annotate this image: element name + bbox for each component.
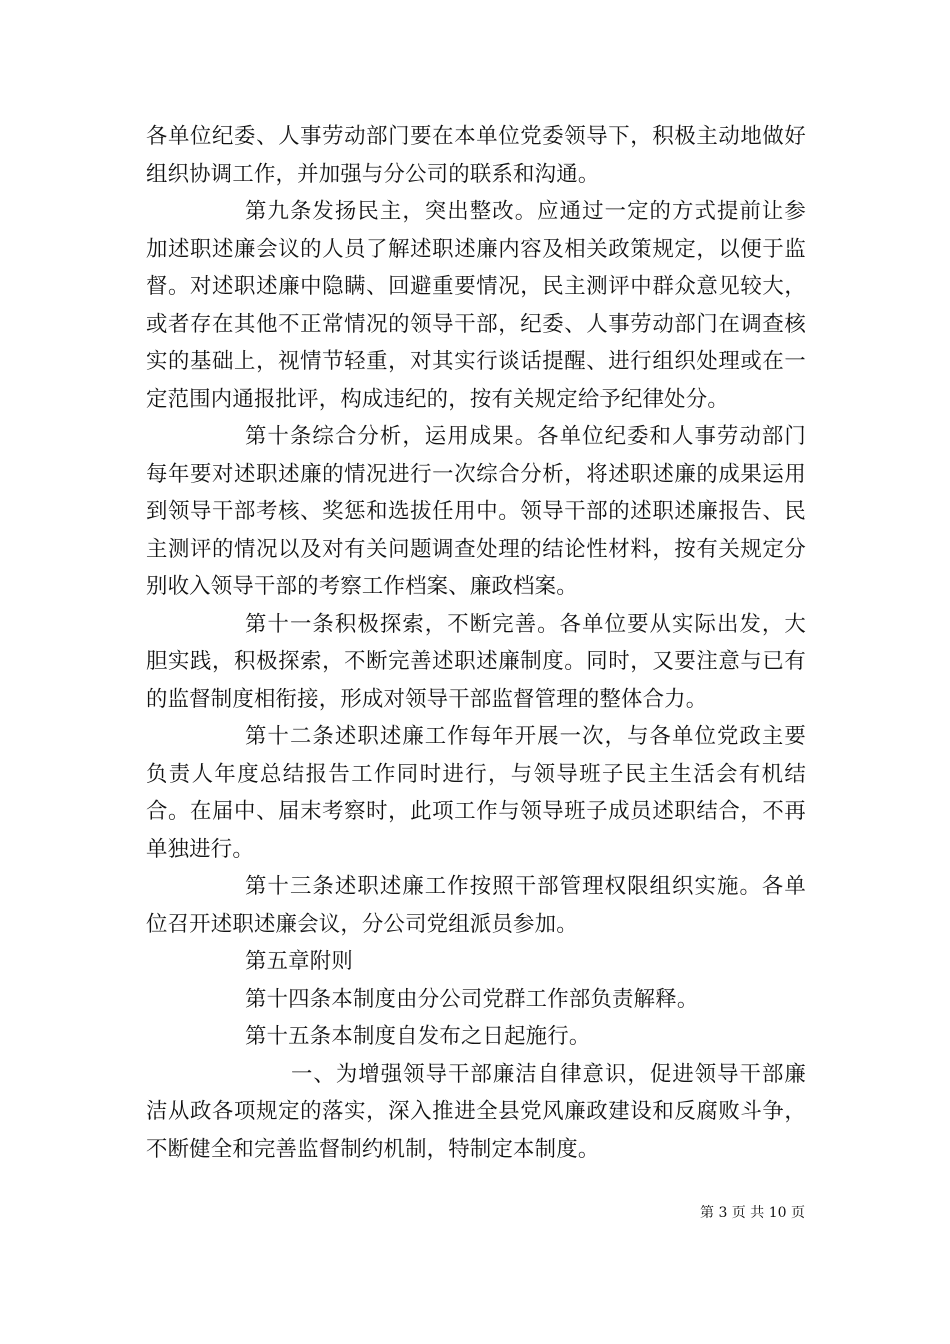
paragraph-article-13: 第十三条述职述廉工作按照干部管理权限组织实施。各单位召开述职述廉会议，分公司党组派员参加。 — [146, 874, 806, 937]
page-number: 第 3 页 共 10 页 — [700, 1205, 805, 1221]
paragraph-article-15: 第十五条本制度自发布之日起施行。 — [245, 1024, 591, 1049]
paragraph-article-9: 第九条发扬民主，突出整改。应通过一定的方式提前让参加述职述廉会议的人员了解述职述廉内容及相关政策规定，以便于监督。对述职述廉中隐瞒、回避重要情况，民主测评中群众意见较大，或者存在其他不正常情况的领导干部，纪委、人事劳动部门在调查核实的基础上，视情节轻重，对其实行谈话提醒、进行组织处理或在一定范围内通报批评，构成违纪的，按有关规定给予纪律处分。 — [146, 199, 806, 412]
paragraph-article-14: 第十四条本制度由分公司党群工作部负责解释。 — [245, 986, 699, 1012]
chapter-heading: 第五章附则 — [245, 949, 353, 974]
paragraph-article-10: 第十条综合分析，运用成果。各单位纪委和人事劳动部门每年要对述职述廉的情况进行一次综合分析，将述职述廉的成果运用到领导干部考核、奖惩和选拔任用中。领导干部的述职述廉报告、民主测评的情况以及对有关问题调查处理的结论性材料，按有关规定分别收入领导干部的考察工作档案、廉政档案。 — [146, 424, 806, 599]
paragraph-continuation: 各单位纪委、人事劳动部门要在本单位党委领导下，积极主动地做好组织协调工作，并加强与分公司的联系和沟通。 — [146, 124, 806, 187]
document-body — [146, 118, 806, 1168]
paragraph-section-1: 一、为增强领导干部廉洁自律意识，促进领导干部廉洁从政各项规定的落实，深入推进全县党风廉政建设和反腐败斗争，不断健全和完善监督制约机制，特制定本制度。 — [146, 1061, 806, 1162]
paragraph-article-11: 第十一条积极探索，不断完善。各单位要从实际出发，大胆实践，积极探索，不断完善述职述廉制度。同时，又要注意与已有的监督制度相衔接，形成对领导干部监督管理的整体合力。 — [146, 611, 806, 712]
paragraph-article-12: 第十二条述职述廉工作每年开展一次，与各单位党政主要负责人年度总结报告工作同时进行，与领导班子民主生活会有机结合。在届中、届末考察时，此项工作与领导班子成员述职结合，不再单独进行。 — [146, 724, 806, 862]
